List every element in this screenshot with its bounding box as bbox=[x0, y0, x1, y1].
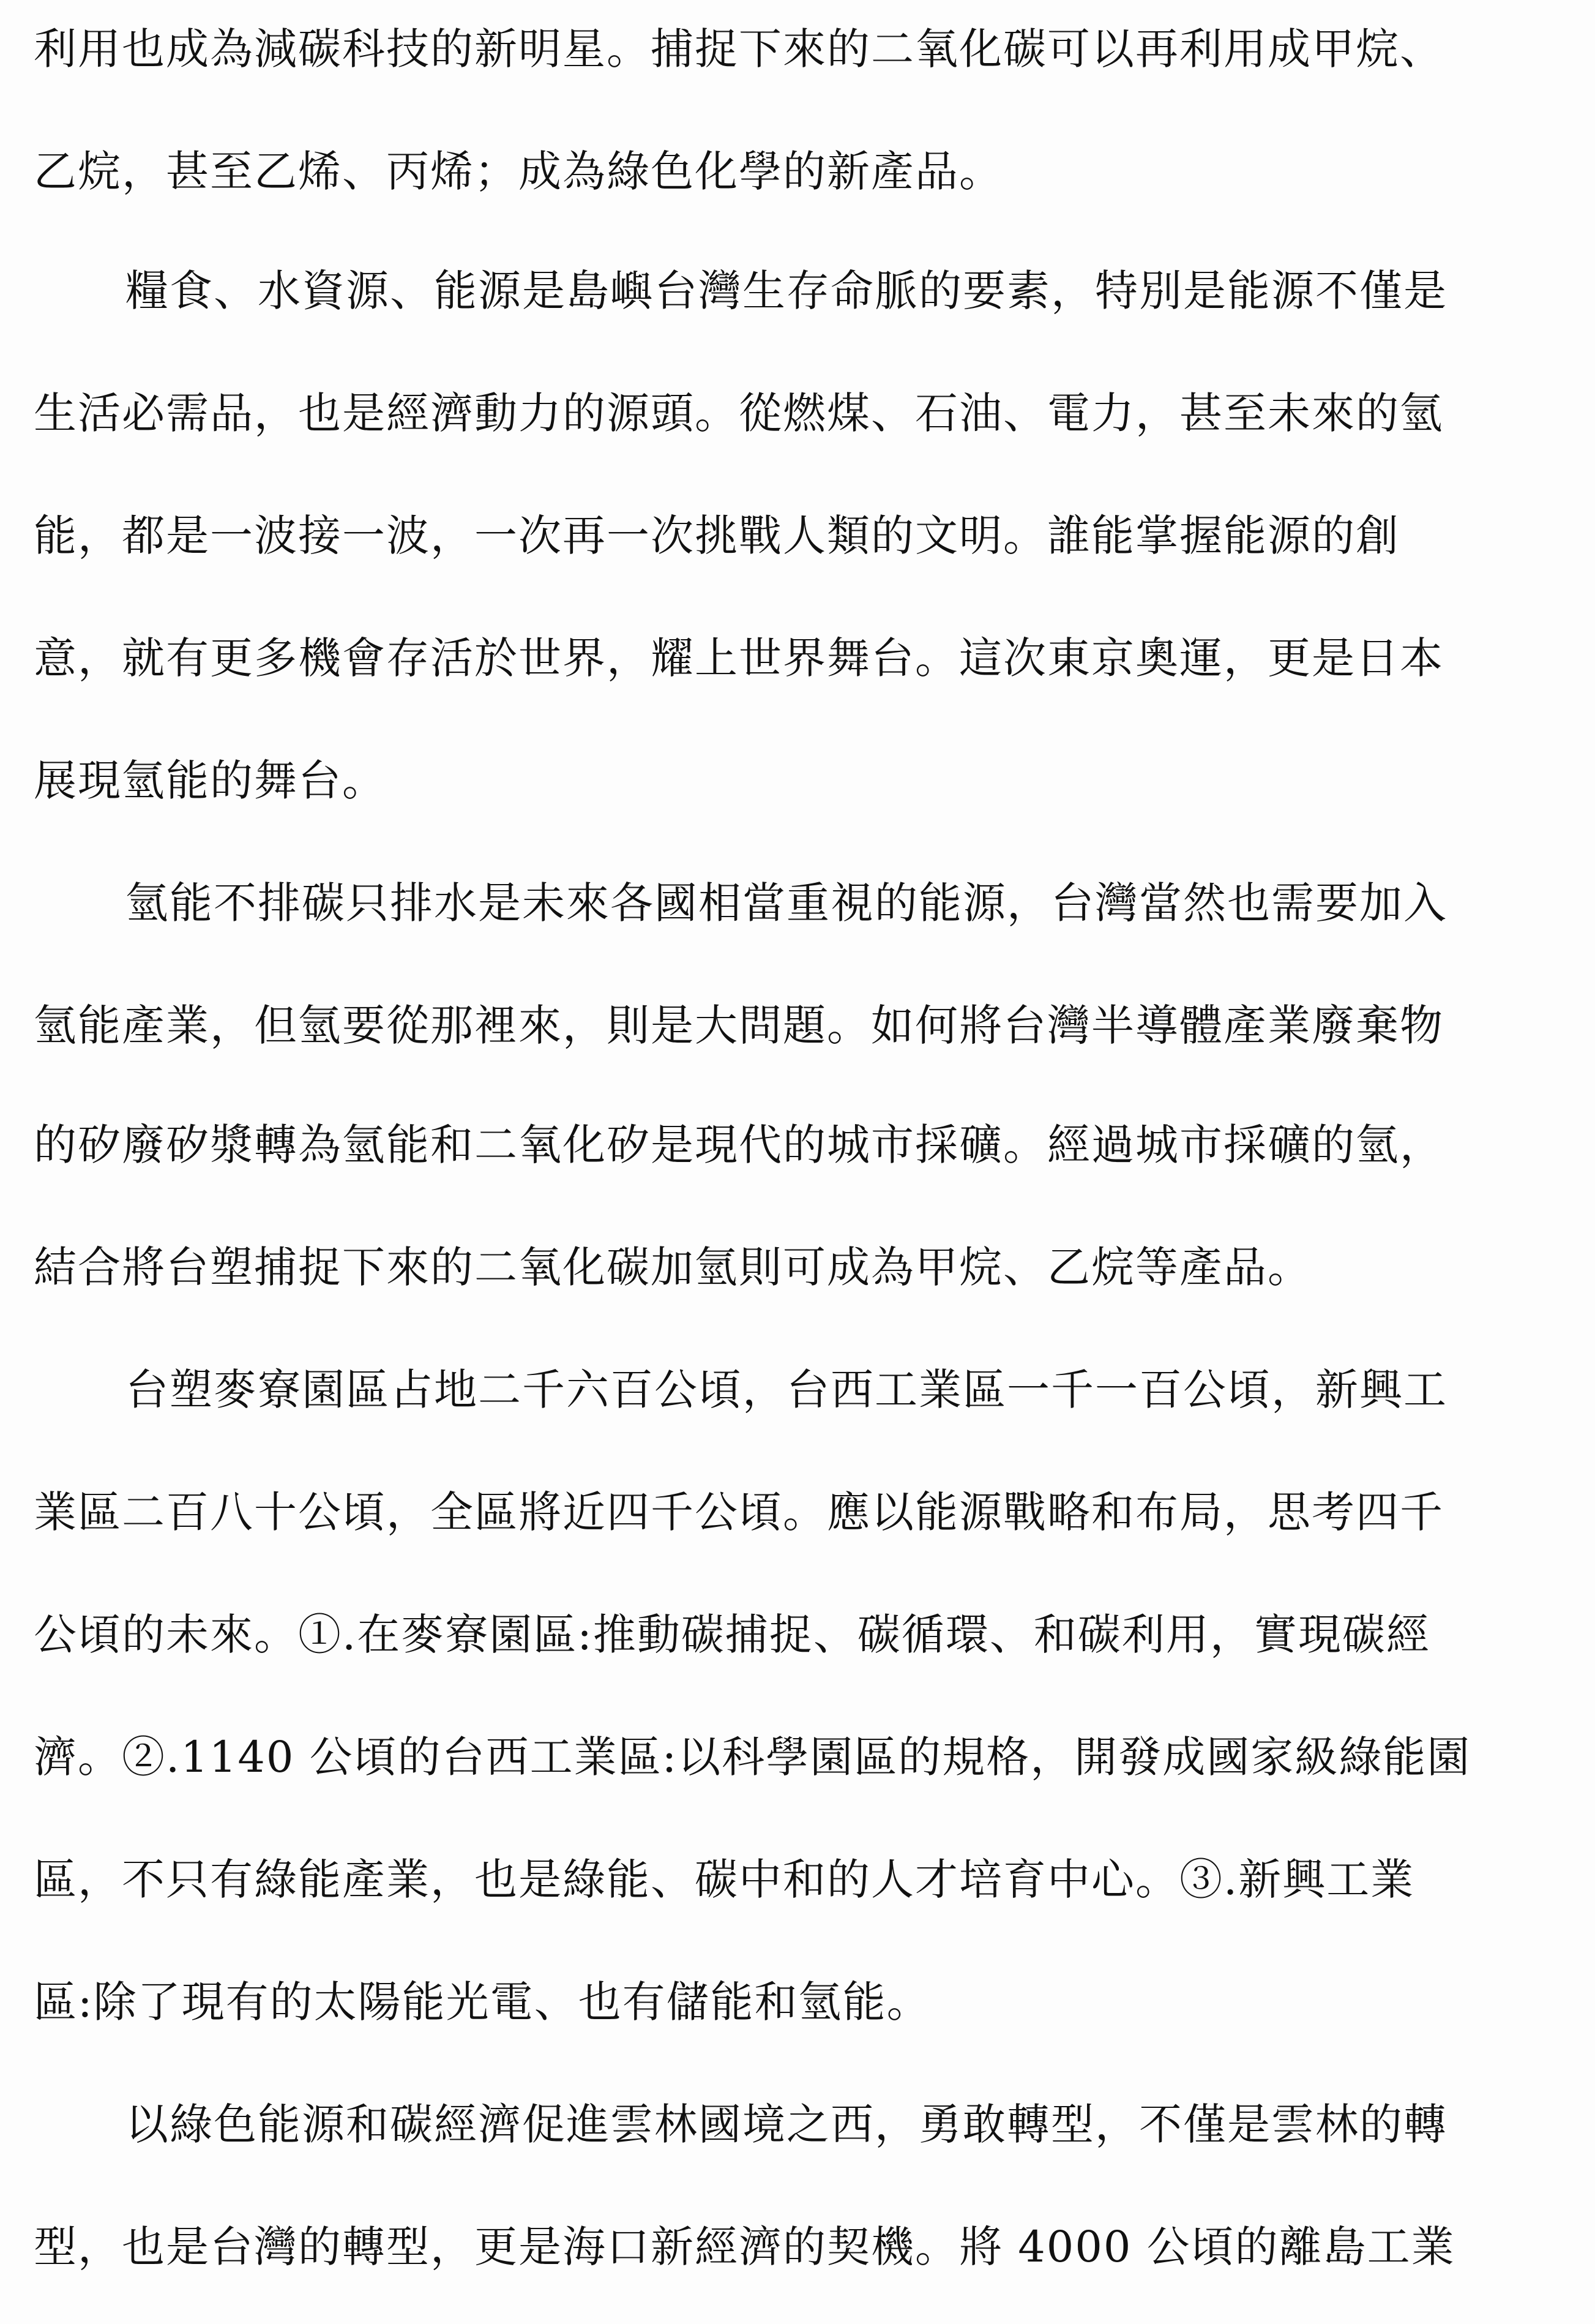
text-line: 能，都是一波接一波，一次再一次挑戰人類的文明。誰能掌握能源的創 bbox=[34, 511, 1400, 561]
text-line: 結合將台塑捕捉下來的二氧化碳加氫則可成為甲烷、乙烷等產品。 bbox=[34, 1242, 1312, 1292]
text-line: 台塑麥寮園區占地二千六百公頃，台西工業區一千一百公頃，新興工 bbox=[125, 1365, 1447, 1415]
text-line: 展現氫能的舞台。 bbox=[34, 755, 386, 806]
text-line: 區:除了現有的太陽能光電、也有儲能和氫能。 bbox=[34, 1977, 931, 2027]
text-line: 氫能不排碳只排水是未來各國相當重視的能源，台灣當然也需要加入 bbox=[125, 878, 1447, 928]
text-line: 業區二百八十公頃，全區將近四千公頃。應以能源戰略和布局，思考四千 bbox=[34, 1487, 1444, 1537]
text-line: 生活必需品，也是經濟動力的源頭。從燃煤、石油、電力，甚至未來的氫 bbox=[34, 388, 1444, 438]
text-line: 型，也是台灣的轉型，更是海口新經濟的契機。將 4000 公頃的離島工業 bbox=[34, 2222, 1455, 2272]
text-line: 乙烷，甚至乙烯、丙烯；成為綠色化學的新產品。 bbox=[34, 146, 1003, 197]
text-line: 利用也成為減碳科技的新明星。捕捉下來的二氧化碳可以再利用成甲烷、 bbox=[34, 24, 1444, 74]
text-line: 意，就有更多機會存活於世界，耀上世界舞台。這次東京奧運，更是日本 bbox=[34, 633, 1444, 683]
text-line: 以綠色能源和碳經濟促進雲林國境之西，勇敢轉型，不僅是雲林的轉 bbox=[125, 2099, 1447, 2150]
text-line: 的矽廢矽漿轉為氫能和二氧化矽是現代的城市採礦。經過城市採礦的氫， bbox=[34, 1120, 1444, 1170]
text-line: 糧食、水資源、能源是島嶼台灣生存命脈的要素，特別是能源不僅是 bbox=[125, 266, 1447, 316]
text-line: 公頃的未來。①.在麥寮園區:推動碳捕捉、碳循環、和碳利用，實現碳經 bbox=[34, 1610, 1430, 1660]
text-line: 氫能產業，但氫要從那裡來，則是大問題。如何將台灣半導體產業廢棄物 bbox=[34, 1000, 1444, 1051]
text-line: 濟。②.1140 公頃的台西工業區:以科學園區的規格，開發成國家級綠能園 bbox=[34, 1732, 1471, 1782]
text-line: 區，不只有綠能產業，也是綠能、碳中和的人才培育中心。③.新興工業 bbox=[34, 1854, 1415, 1905]
